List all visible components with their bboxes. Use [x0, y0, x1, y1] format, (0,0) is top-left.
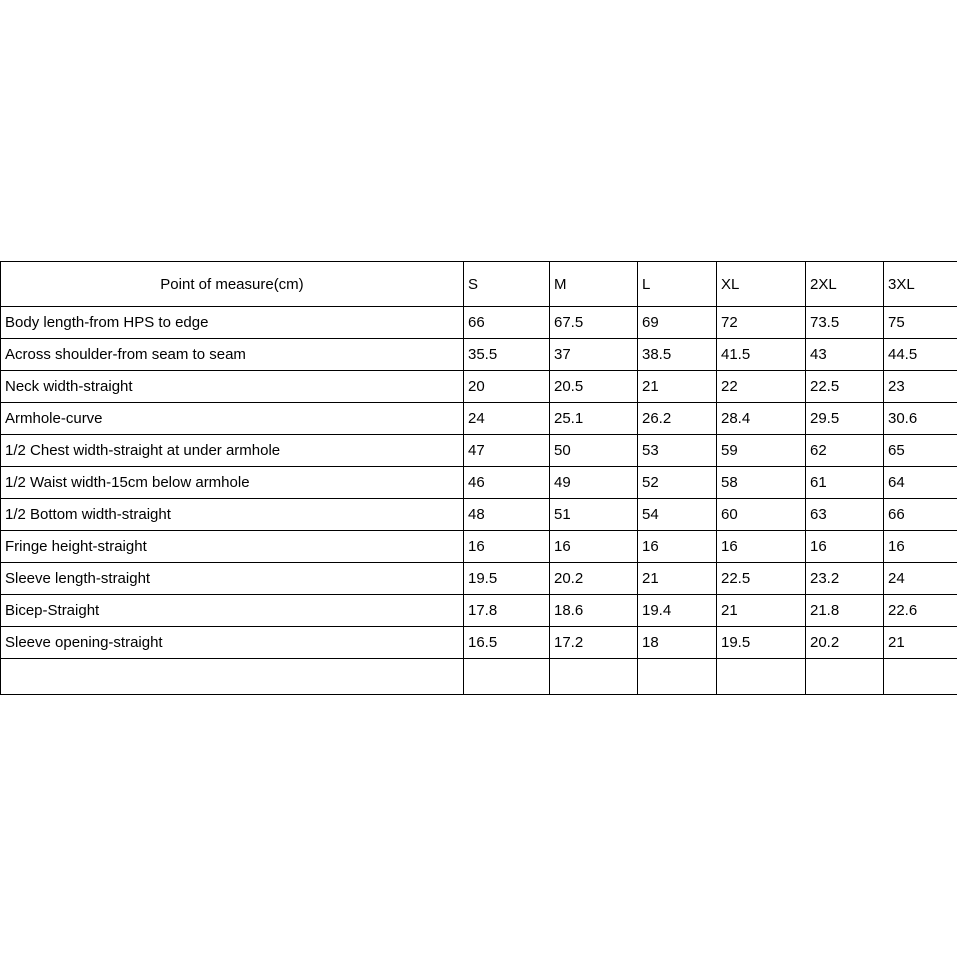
measure-label: Neck width-straight [1, 371, 464, 403]
size-value: 20 [464, 371, 550, 403]
size-value: 69 [638, 307, 717, 339]
table-row [1, 627, 957, 659]
size-value: 52 [638, 467, 717, 499]
size-value: 53 [638, 435, 717, 467]
header-row [1, 262, 957, 307]
size-value: 23 [884, 371, 957, 403]
size-value: 22.5 [717, 563, 806, 595]
size-value: 64 [884, 467, 957, 499]
size-value: 21 [884, 627, 957, 659]
empty-cell [884, 659, 957, 695]
size-value: 50 [550, 435, 638, 467]
size-value: 46 [464, 467, 550, 499]
table-row [1, 403, 957, 435]
measure-label: Across shoulder-from seam to seam [1, 339, 464, 371]
size-value: 29.5 [806, 403, 884, 435]
table-row [1, 371, 957, 403]
empty-cell [638, 659, 717, 695]
size-value: 54 [638, 499, 717, 531]
size-value: 35.5 [464, 339, 550, 371]
size-value: 19.5 [717, 627, 806, 659]
size-value: 19.5 [464, 563, 550, 595]
table-row [1, 467, 957, 499]
table-row [1, 563, 957, 595]
size-value: 16 [550, 531, 638, 563]
size-header-3xl: 3XL [884, 262, 957, 307]
size-value: 21.8 [806, 595, 884, 627]
size-value: 16.5 [464, 627, 550, 659]
size-value: 75 [884, 307, 957, 339]
table-row [1, 435, 957, 467]
size-value: 47 [464, 435, 550, 467]
size-value: 25.1 [550, 403, 638, 435]
size-value: 60 [717, 499, 806, 531]
size-value: 38.5 [638, 339, 717, 371]
size-value: 73.5 [806, 307, 884, 339]
empty-cell [806, 659, 884, 695]
measure-label: 1/2 Bottom width-straight [1, 499, 464, 531]
measure-label: 1/2 Waist width-15cm below armhole [1, 467, 464, 499]
size-value: 17.8 [464, 595, 550, 627]
measure-label: 1/2 Chest width-straight at under armhole [1, 435, 464, 467]
size-value: 30.6 [884, 403, 957, 435]
measure-label: Sleeve length-straight [1, 563, 464, 595]
size-value: 18 [638, 627, 717, 659]
table-row [1, 339, 957, 371]
size-value: 21 [717, 595, 806, 627]
size-value: 49 [550, 467, 638, 499]
measure-label: Bicep-Straight [1, 595, 464, 627]
size-value: 67.5 [550, 307, 638, 339]
size-value: 22.6 [884, 595, 957, 627]
size-value: 21 [638, 563, 717, 595]
size-value: 22.5 [806, 371, 884, 403]
size-header-2xl: 2XL [806, 262, 884, 307]
size-value: 48 [464, 499, 550, 531]
empty-cell [1, 659, 464, 695]
empty-cell [550, 659, 638, 695]
size-header-xl: XL [717, 262, 806, 307]
size-value: 16 [717, 531, 806, 563]
table-row [1, 595, 957, 627]
size-value: 61 [806, 467, 884, 499]
size-value: 63 [806, 499, 884, 531]
size-value: 21 [638, 371, 717, 403]
size-value: 66 [464, 307, 550, 339]
size-value: 26.2 [638, 403, 717, 435]
size-value: 16 [464, 531, 550, 563]
size-value: 62 [806, 435, 884, 467]
size-header-s: S [464, 262, 550, 307]
size-value: 19.4 [638, 595, 717, 627]
size-value: 41.5 [717, 339, 806, 371]
empty-row [1, 659, 957, 695]
size-value: 20.2 [550, 563, 638, 595]
size-value: 58 [717, 467, 806, 499]
empty-cell [717, 659, 806, 695]
size-value: 44.5 [884, 339, 957, 371]
point-of-measure-header: Point of measure(cm) [1, 262, 464, 307]
size-value: 66 [884, 499, 957, 531]
size-value: 72 [717, 307, 806, 339]
measure-label: Armhole-curve [1, 403, 464, 435]
size-value: 20.5 [550, 371, 638, 403]
size-chart-table [0, 261, 957, 695]
measure-label: Body length-from HPS to edge [1, 307, 464, 339]
table-row [1, 499, 957, 531]
measure-label: Fringe height-straight [1, 531, 464, 563]
size-value: 16 [884, 531, 957, 563]
size-value: 17.2 [550, 627, 638, 659]
size-value: 23.2 [806, 563, 884, 595]
size-value: 24 [464, 403, 550, 435]
empty-cell [464, 659, 550, 695]
size-value: 28.4 [717, 403, 806, 435]
size-value: 59 [717, 435, 806, 467]
size-value: 16 [638, 531, 717, 563]
size-value: 20.2 [806, 627, 884, 659]
size-value: 51 [550, 499, 638, 531]
measure-label: Sleeve opening-straight [1, 627, 464, 659]
size-value: 18.6 [550, 595, 638, 627]
size-value: 16 [806, 531, 884, 563]
size-value: 22 [717, 371, 806, 403]
size-header-m: M [550, 262, 638, 307]
table-row [1, 307, 957, 339]
size-value: 37 [550, 339, 638, 371]
size-value: 43 [806, 339, 884, 371]
size-header-l: L [638, 262, 717, 307]
size-value: 24 [884, 563, 957, 595]
table-row [1, 531, 957, 563]
size-value: 65 [884, 435, 957, 467]
